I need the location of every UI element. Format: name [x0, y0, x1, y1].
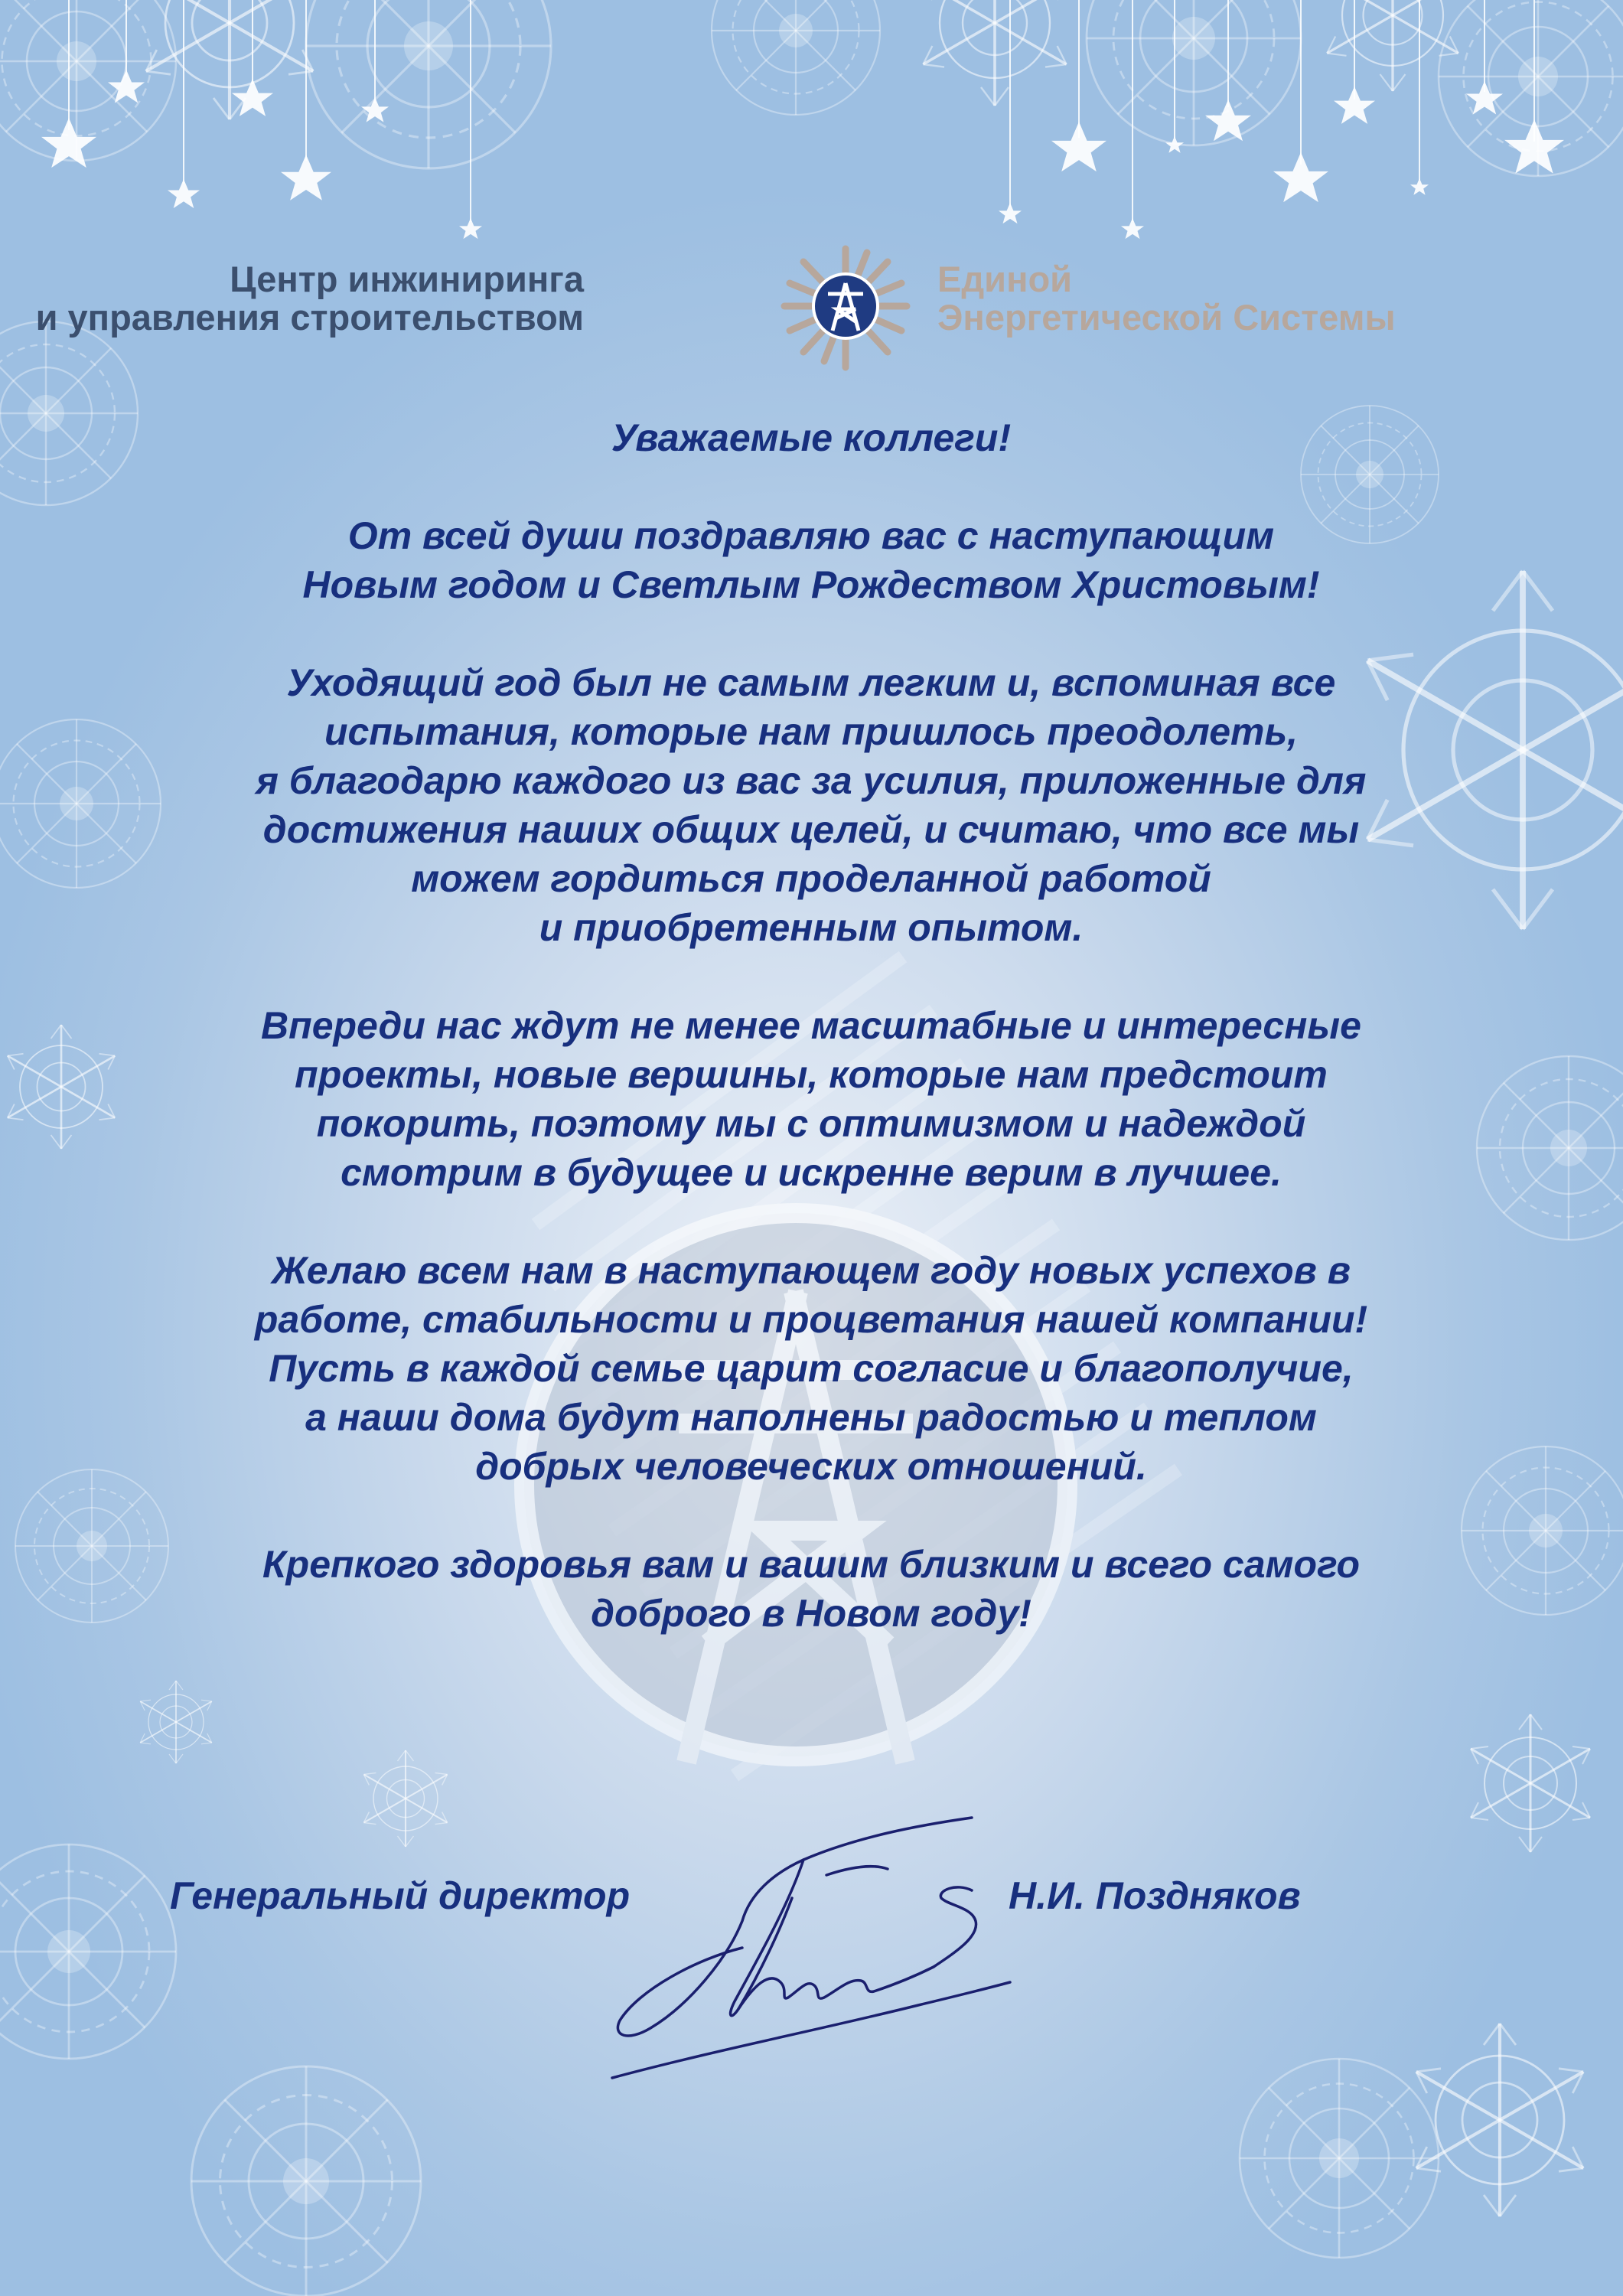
paragraph-line: добрых человеческих отношений. [475, 1445, 1147, 1488]
paragraph-line: а наши дома будут наполнены радостью и теплом [305, 1396, 1317, 1439]
paragraph-line: смотрим в будущее и искренне верим в лучшее. [341, 1151, 1282, 1194]
org-name-left-line1: Центр инжиниринга [230, 259, 584, 299]
paragraph-line: можем гордиться проделанной работой [411, 857, 1211, 900]
paragraph-line: Пусть в каждой семье царит согласие и благополучие, [269, 1347, 1354, 1390]
org-name-right-line1: Единой [937, 259, 1073, 299]
org-name-right [937, 260, 1396, 337]
snowflake-icon [0, 0, 1623, 176]
paragraph-line: Крепкого здоровья вам и вашим близким и всего самого [262, 1543, 1361, 1586]
paragraph-line: и приобретенным опытом. [539, 906, 1084, 949]
paragraph-line: проекты, новые вершины, которые нам предстоит [295, 1053, 1328, 1096]
handwritten-signature [597, 1806, 1025, 2097]
paragraph [122, 1540, 1500, 1638]
greeting: Уважаемые коллеги! [611, 416, 1012, 459]
org-name-left [36, 260, 584, 337]
signatory-name: Н.И. Поздняков [1009, 1874, 1301, 1917]
paragraph [122, 1246, 1500, 1491]
paragraph [122, 1001, 1500, 1197]
paragraph-line: испытания, которые нам пришлось преодолеть, [324, 710, 1299, 753]
paragraph-line: достижения наших общих целей, и считаю, что все мы [262, 808, 1360, 851]
paragraph-line: Уходящий год был не самым легким и, вспоминая все [286, 661, 1336, 704]
letter-body [122, 413, 1500, 1687]
letterhead [35, 245, 1439, 383]
paragraph-line: доброго в Новом году! [591, 1592, 1031, 1635]
org-name-right-line2: Энергетической Системы [937, 297, 1396, 338]
paragraph [122, 511, 1500, 609]
paragraph-line: покорить, поэтому мы с оптимизмом и надеждой [316, 1102, 1306, 1145]
paragraph [122, 658, 1500, 952]
power-tower-sun-icon [773, 245, 918, 375]
paragraph-line: работе, стабильности и процветания нашей компании! [254, 1298, 1368, 1341]
paragraph-line: Желаю всем нам в наступающем году новых успехов в [272, 1249, 1351, 1292]
paragraph-line: Новым годом и Светлым Рождеством Христовым! [302, 563, 1320, 606]
signatory-title: Генеральный директор [170, 1874, 631, 1917]
paragraph-line: Впереди нас ждут не менее масштабные и интересные [261, 1004, 1361, 1047]
org-name-left-line2: и управления строительством [35, 297, 584, 338]
paragraph-line: От всей души поздравляю вас с наступающим [347, 514, 1275, 557]
star-icon [41, 70, 1564, 239]
paragraph-line: я благодарю каждого из вас за усилия, приложенные для [256, 759, 1367, 802]
